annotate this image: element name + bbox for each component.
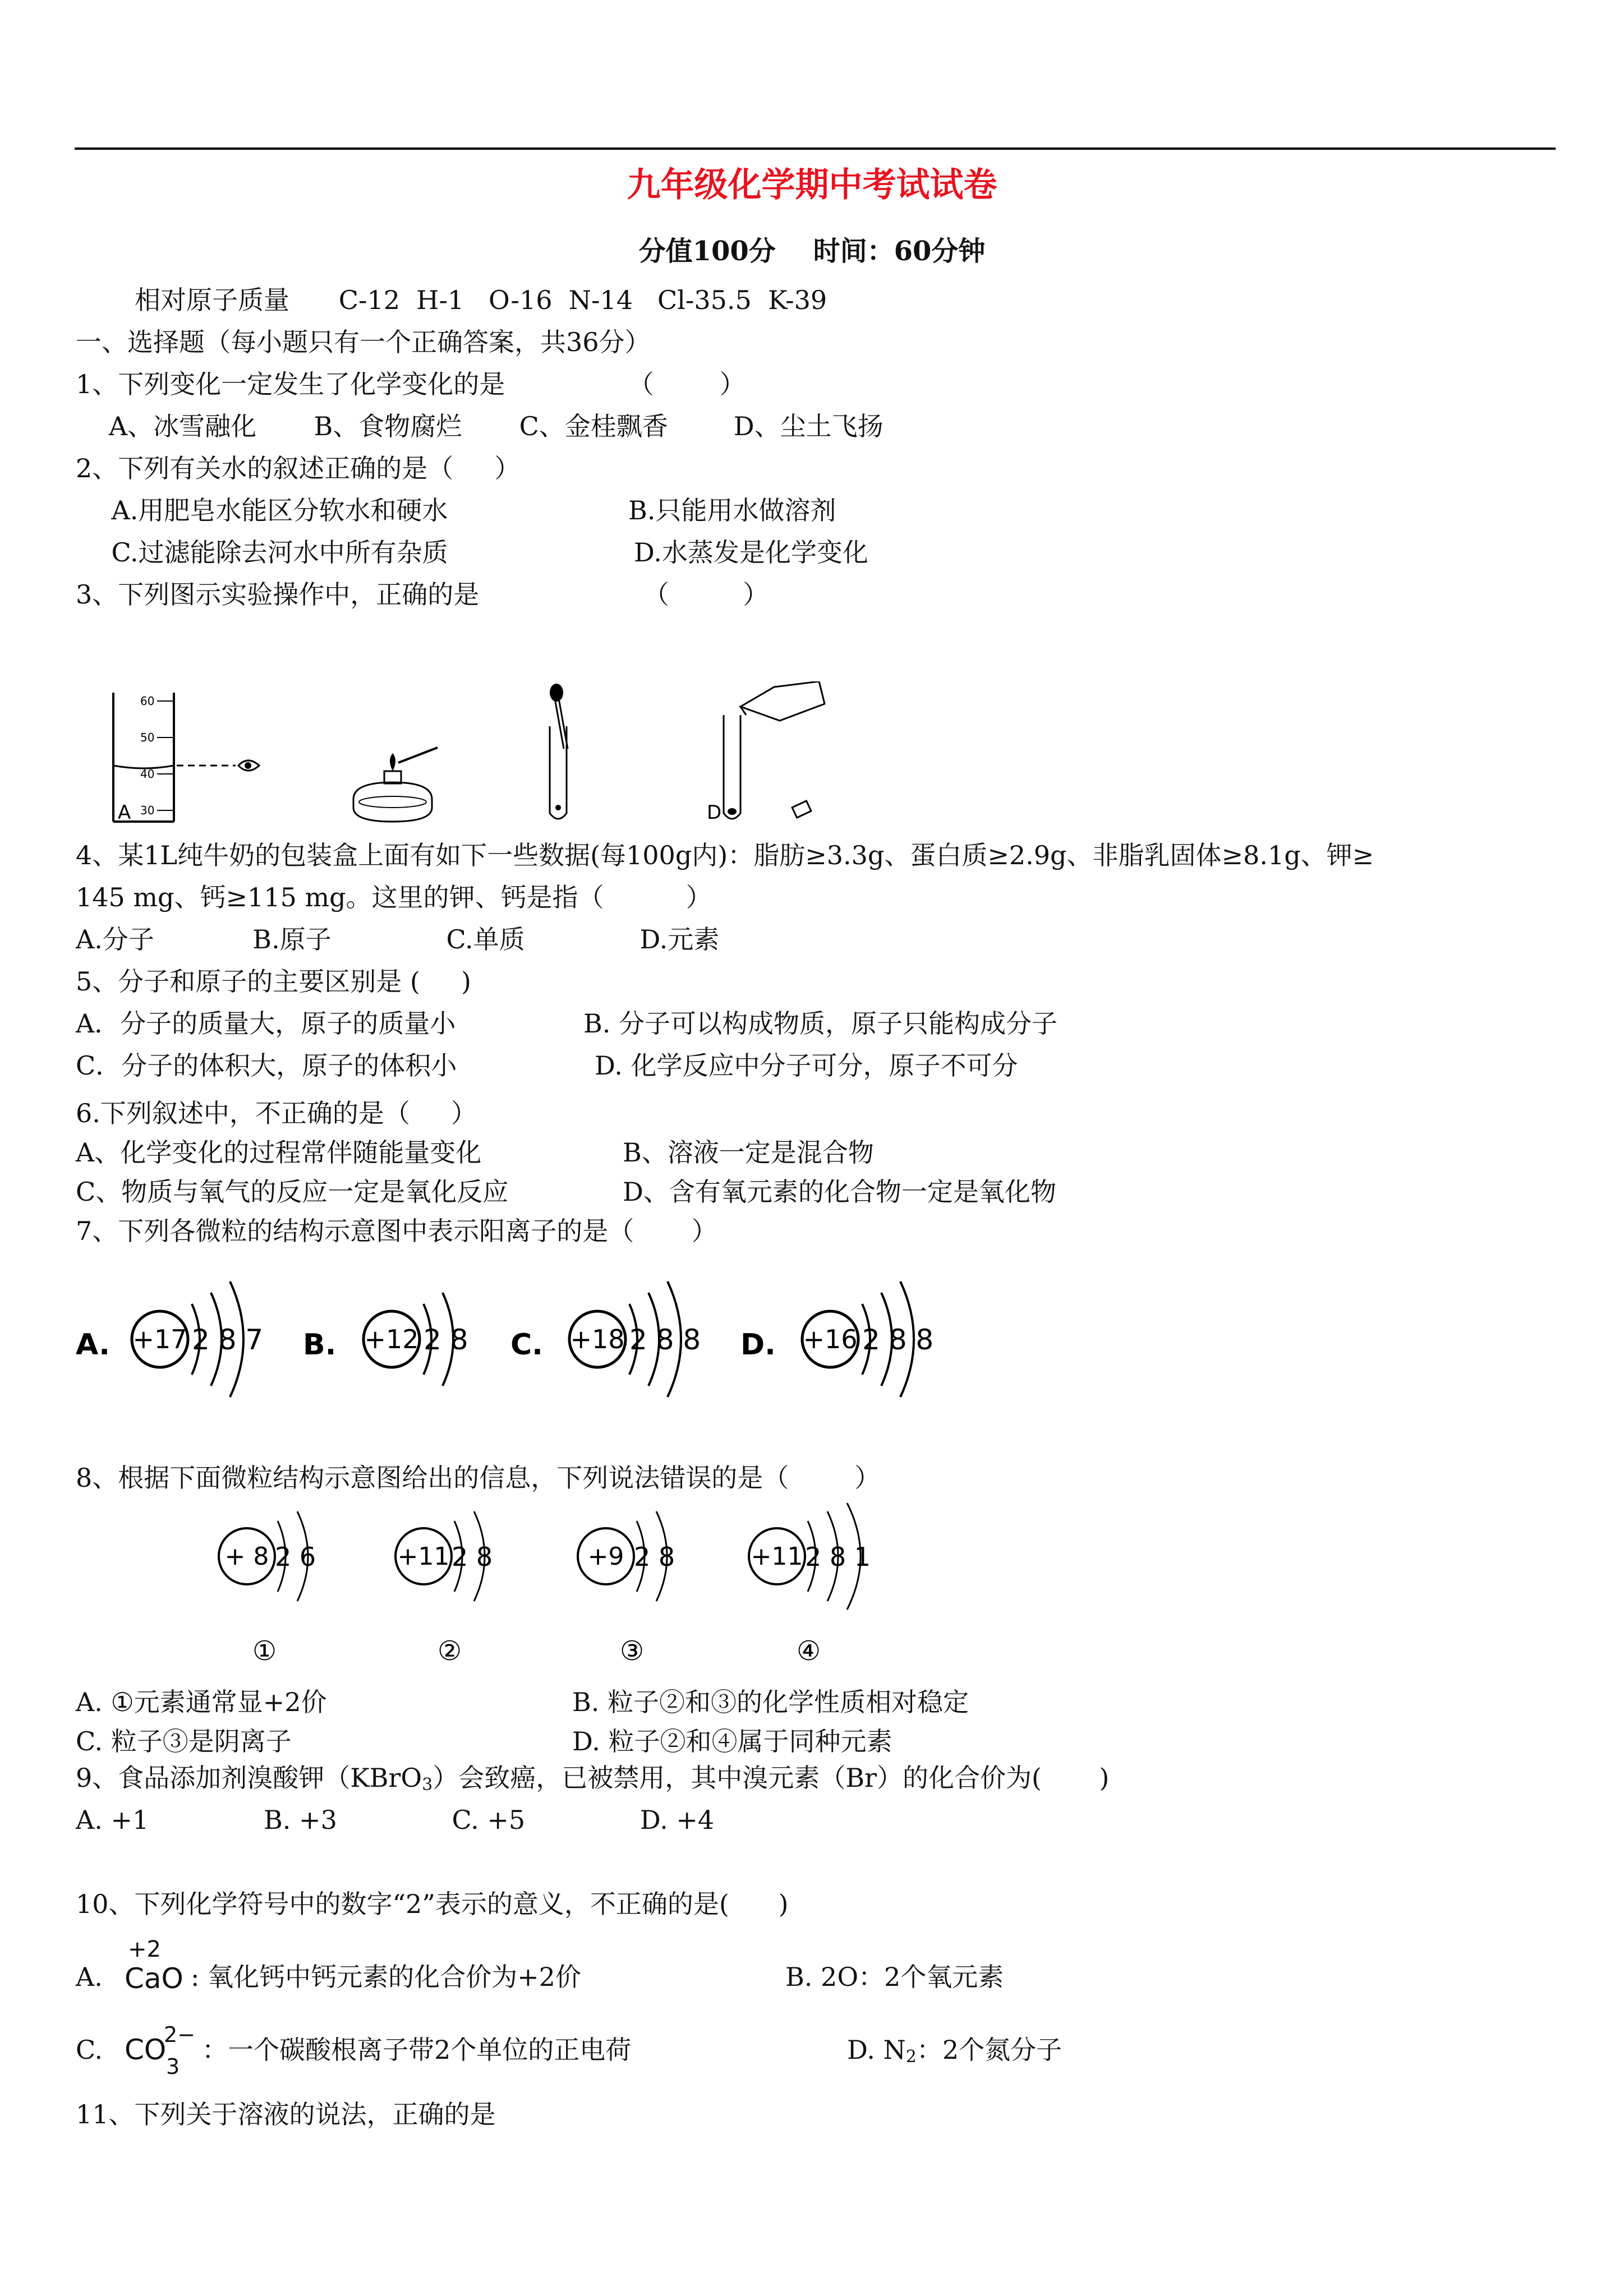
question-8-option-a: A. ①元素通常显+2价 <box>76 1687 327 1717</box>
question-9-stem-sub: 3 <box>422 1775 433 1795</box>
question-2-option-c: C.过滤能除去河水中所有杂质 <box>79 537 448 568</box>
option-d-pouring-diagram <box>707 681 825 824</box>
question-2-option-b: B.只能用水做溶剂 <box>628 495 836 525</box>
question-8-stem: 8、根据下面微粒结构示意图给出的信息，下列说法错误的是（ ） <box>76 1463 881 1493</box>
question-5-option-c: C．分子的体积大，原子的体积小 <box>76 1050 457 1081</box>
section-heading: 一、选择题（每小题只有一个正确答案，共36分） <box>76 327 651 357</box>
q7-letter-a: A. <box>76 1328 110 1362</box>
q7-nucleus-b: +12 <box>364 1324 419 1354</box>
q8-structure-diagrams <box>191 1503 909 1671</box>
question-9-stem-post: ）会致癌，已被禁用，其中溴元素（Br）的化合价为( ) <box>433 1763 1110 1793</box>
header-rule <box>75 147 1556 150</box>
question-1-options: A、冰雪融化 B、食物腐烂 C、金桂飘香 D、尘土飞扬 <box>84 411 884 441</box>
q8-diagram-1 <box>219 1511 316 1667</box>
question-6-option-b: B、溶液一定是混合物 <box>623 1137 874 1168</box>
q8-label-4: ④ <box>797 1635 821 1667</box>
question-9-stem <box>76 1761 1109 1802</box>
question-5-option-a: A．分子的质量大，原子的质量小 <box>76 1008 456 1039</box>
q7-letter-c: C. <box>510 1328 543 1362</box>
q7-structure-diagrams <box>73 1273 959 1408</box>
q8-nucleus-3: +9 <box>587 1542 624 1571</box>
q8-label-2: ② <box>438 1635 462 1667</box>
question-9-options: A. +1 B. +3 C. +5 D. +4 <box>76 1805 715 1835</box>
question-4-line-2: 145 mg、钙≥115 mg。这里的钾、钙是指（ ） <box>76 882 712 912</box>
q7-nucleus-c: +18 <box>570 1324 625 1354</box>
q7-diagram-c <box>510 1281 701 1397</box>
q8-nucleus-1: + 8 <box>224 1542 269 1571</box>
lab-operations-figure <box>101 681 858 827</box>
q8-label-1: ① <box>252 1635 277 1667</box>
q8-nucleus-4: +11 <box>751 1542 803 1571</box>
question-4-line-1: 4、某1L纯牛奶的包装盒上面有如下一些数据(每100g内)：脂肪≥3.3g、蛋白质≥2.9g、非脂乳固体≥8.1g、钾≥ <box>76 840 1374 870</box>
question-10-option-a-sup: +2 <box>128 1937 161 1962</box>
q7-nucleus-d: +16 <box>803 1324 858 1354</box>
question-1-stem: 1、下列变化一定发生了化学变化的是 （ ） <box>76 369 746 399</box>
q8-diagram-3 <box>578 1511 675 1667</box>
q7-shells-c: 2 8 8 <box>629 1324 701 1356</box>
q8-shells-2: 2 8 <box>452 1542 493 1572</box>
option-c-dropper-diagram <box>550 684 568 819</box>
option-a-label: A <box>118 801 131 824</box>
q8-diagram-2 <box>395 1511 493 1667</box>
tick-label-40: 40 <box>140 767 155 781</box>
question-10-option-d-post: ：2个氮分子 <box>916 2035 1062 2065</box>
question-8-option-b: B. 粒子②和③的化学性质相对稳定 <box>572 1687 969 1717</box>
question-10-stem: 10、下列化学符号中的数字“2”表示的意义，不正确的是( ) <box>76 1889 789 1919</box>
question-10-option-d <box>847 2033 1062 2074</box>
question-10-option-a-letter: A. <box>76 1962 103 1992</box>
atomic-masses: 相对原子质量 C-12 H-1 O-16 N-14 Cl-35.5 K-39 <box>135 285 827 315</box>
q8-shells-1: 2 6 <box>275 1542 316 1572</box>
question-8-option-c: C. 粒子③是阴离子 <box>76 1726 292 1756</box>
question-3-stem: 3、下列图示实验操作中，正确的是 （ ） <box>76 579 769 610</box>
question-2-stem: 2、下列有关水的叙述正确的是（ ） <box>76 453 521 483</box>
q8-shells-4: 2 8 1 <box>805 1542 871 1572</box>
q7-nucleus-a: +17 <box>132 1324 187 1354</box>
question-7-stem: 7、下列各微粒的结构示意图中表示阳离子的是（ ） <box>76 1216 717 1246</box>
question-6-option-d: D、含有氧元素的化合物一定是氧化物 <box>623 1177 1056 1207</box>
question-5-stem: 5、分子和原子的主要区别是 ( ) <box>76 966 471 997</box>
option-a-cylinder-diagram <box>113 693 259 824</box>
exam-meta: 分值100分 时间：60分钟 <box>638 236 986 267</box>
question-10-option-d-pre: D. N <box>847 2035 906 2065</box>
question-10-option-a-formula: CaO <box>125 1962 183 1995</box>
q7-letter-d: D. <box>740 1328 776 1362</box>
question-10-option-b: B. 2O：2个氧元素 <box>785 1962 1004 1992</box>
q8-diagram-4 <box>749 1503 871 1667</box>
q7-diagram-d <box>740 1281 933 1397</box>
question-10-option-c-letter: C. <box>76 2035 103 2065</box>
q7-diagram-b <box>303 1293 468 1386</box>
question-9-stem-pre: 9、食品添加剂溴酸钾（KBrO <box>76 1763 422 1793</box>
page-title: 九年级化学期中考试试卷 <box>627 165 997 205</box>
option-b-alcohol-lamp-diagram <box>353 748 438 822</box>
question-2-option-d: D.水蒸发是化学变化 <box>634 537 868 568</box>
question-6-option-c: C、物质与氧气的反应一定是氧化反应 <box>76 1177 509 1207</box>
question-10-option-c-sup: 2− <box>164 2022 196 2047</box>
q8-label-3: ③ <box>620 1635 645 1667</box>
question-6-option-a: A、化学变化的过程常伴随能量变化 <box>76 1137 482 1168</box>
question-5-option-d: D. 化学反应中分子可分，原子不可分 <box>595 1050 1018 1081</box>
question-10-option-c-sub: 3 <box>166 2054 180 2079</box>
tick-label-30: 30 <box>140 804 155 817</box>
q7-shells-a: 2 8 7 <box>192 1324 264 1356</box>
option-d-label: D <box>707 801 722 824</box>
q7-shells-b: 2 8 <box>424 1324 468 1356</box>
tick-label-60: 60 <box>140 694 155 708</box>
tick-label-50: 50 <box>140 731 155 744</box>
question-10-option-d-sub: 2 <box>905 2047 917 2067</box>
question-2-option-a: A.用肥皂水能区分软水和硬水 <box>79 495 448 525</box>
q7-diagram-a <box>76 1281 263 1397</box>
question-5-option-b: B. 分子可以构成物质，原子只能构成分子 <box>583 1008 1058 1039</box>
question-11-stem: 11、下列关于溶液的说法，正确的是 <box>76 2099 496 2129</box>
question-10-option-a-text: : 氧化钙中钙元素的化合价为+2价 <box>191 1962 581 1992</box>
q7-letter-b: B. <box>303 1328 337 1362</box>
question-10-option-c-text: ：一个碳酸根离子带2个单位的正电荷 <box>202 2035 632 2065</box>
q8-nucleus-2: +11 <box>397 1542 450 1571</box>
question-4-options: A.分子 B.原子 C.单质 D.元素 <box>76 924 720 955</box>
q7-shells-d: 2 8 8 <box>862 1324 934 1356</box>
question-6-stem: 6.下列叙述中，不正确的是（ ） <box>76 1098 477 1128</box>
question-8-option-d: D. 粒子②和④属于同种元素 <box>572 1726 892 1756</box>
question-10-option-c-formula: CO <box>125 2034 167 2066</box>
q8-shells-3: 2 8 <box>634 1542 675 1572</box>
